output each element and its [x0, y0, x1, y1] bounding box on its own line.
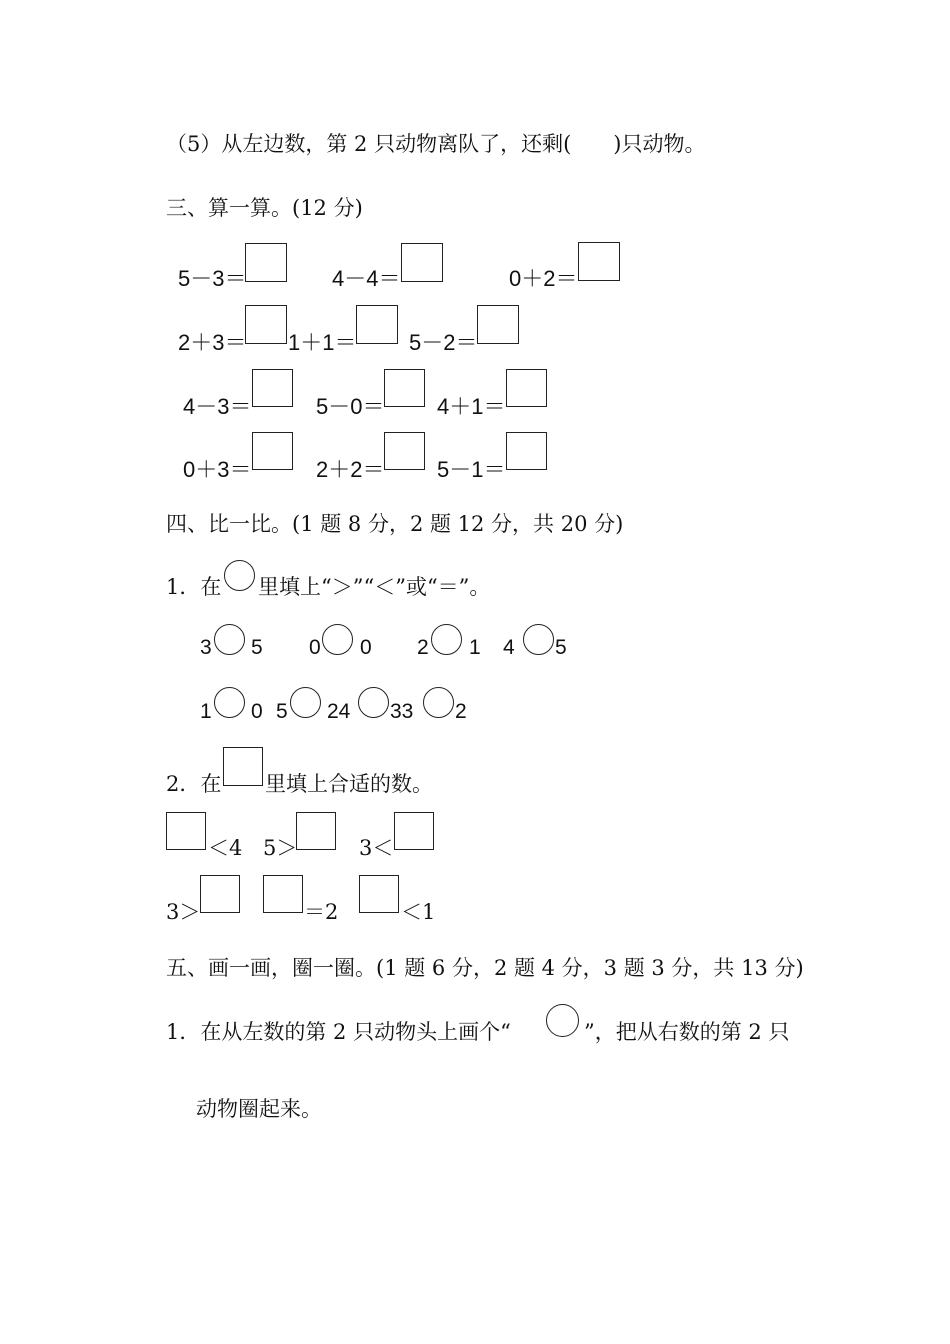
equation-text: 5－2＝: [409, 330, 478, 355]
fill-box[interactable]: [263, 875, 303, 913]
fill-text: 5＞: [263, 836, 298, 860]
equation-text: 2＋3＝: [178, 330, 247, 355]
answer-box[interactable]: [384, 369, 425, 407]
equation-text: 5－0＝: [316, 394, 385, 419]
compare-circle[interactable]: [431, 624, 462, 655]
question-5-line: （5）从左边数，第 2 只动物离队了，还剩( )只动物。: [166, 132, 706, 156]
fill-box[interactable]: [296, 812, 336, 850]
compare-number: 1: [200, 700, 212, 723]
compare-circle[interactable]: [214, 687, 245, 718]
fill-text: ＜1: [401, 900, 436, 924]
question-5-1-text-c: 动物圈起来。: [196, 1097, 322, 1121]
section-5-heading: 五、画一画，圈一圈。(1 题 6 分，2 题 4 分，3 题 3 分，共 13 分): [166, 956, 804, 980]
answer-box[interactable]: [252, 369, 293, 407]
fill-text: ＜4: [208, 836, 243, 860]
fill-text: 3＞: [166, 900, 201, 924]
compare-circle[interactable]: [214, 624, 245, 655]
question-4-1-prefix: 1．在: [166, 575, 222, 599]
section-4-heading: 四、比一比。(1 题 8 分，2 题 12 分，共 20 分): [166, 512, 624, 536]
fill-text: 3＜: [359, 836, 394, 860]
compare-number: 33: [390, 700, 414, 723]
answer-box[interactable]: [506, 369, 547, 407]
answer-box[interactable]: [578, 242, 620, 281]
answer-box[interactable]: [245, 243, 287, 282]
section-3-heading: 三、算一算。(12 分): [166, 196, 363, 220]
equation-text: 0＋2＝: [509, 266, 578, 291]
compare-number: 0: [251, 700, 263, 723]
answer-box[interactable]: [384, 432, 425, 470]
circle-symbol: [546, 1004, 579, 1037]
answer-box[interactable]: [477, 305, 519, 344]
compare-number: 24: [327, 700, 351, 723]
compare-circle[interactable]: [423, 687, 454, 718]
question-5-1-text-a: 1．在从左数的第 2 只动物头上画个“: [166, 1020, 511, 1044]
equation-text: 2＋2＝: [316, 457, 385, 482]
fill-box[interactable]: [200, 875, 240, 913]
compare-circle[interactable]: [290, 687, 321, 718]
compare-number: 2: [455, 700, 467, 723]
question-4-2-suffix: 里填上合适的数。: [265, 772, 433, 796]
equation-text: 4－3＝: [183, 394, 252, 419]
question-5-1-text-b: ”，把从右数的第 2 只: [584, 1020, 790, 1044]
equation-text: 4－4＝: [332, 266, 401, 291]
fill-box[interactable]: [359, 875, 399, 913]
fill-text: ＝2: [304, 900, 339, 924]
answer-box[interactable]: [506, 432, 547, 470]
answer-box[interactable]: [401, 243, 443, 282]
fill-box[interactable]: [166, 812, 206, 850]
compare-number: 0: [360, 636, 372, 659]
compare-number: 5: [276, 700, 288, 723]
equation-text: 5－3＝: [178, 266, 247, 291]
equation-text: 1＋1＝: [288, 330, 357, 355]
compare-number: 5: [251, 636, 263, 659]
question-4-2-prefix: 2．在: [166, 772, 222, 796]
fill-box[interactable]: [394, 812, 434, 850]
answer-box[interactable]: [252, 432, 293, 470]
answer-box[interactable]: [245, 305, 287, 344]
equation-text: 4＋1＝: [437, 394, 506, 419]
compare-number: 2: [417, 636, 429, 659]
compare-circle[interactable]: [322, 624, 353, 655]
compare-circle[interactable]: [523, 624, 554, 655]
circle-symbol: [224, 560, 255, 591]
compare-number: 5: [555, 636, 567, 659]
compare-number: 0: [309, 636, 321, 659]
compare-number: 1: [469, 636, 481, 659]
question-4-1-suffix: 里填上“＞”“＜”或“＝”。: [258, 575, 491, 599]
answer-box[interactable]: [356, 305, 398, 344]
compare-number: 3: [200, 636, 212, 659]
compare-circle[interactable]: [358, 687, 389, 718]
compare-number: 4: [503, 636, 515, 659]
equation-text: 5－1＝: [437, 457, 506, 482]
equation-text: 0＋3＝: [183, 457, 252, 482]
box-symbol: [223, 747, 263, 786]
